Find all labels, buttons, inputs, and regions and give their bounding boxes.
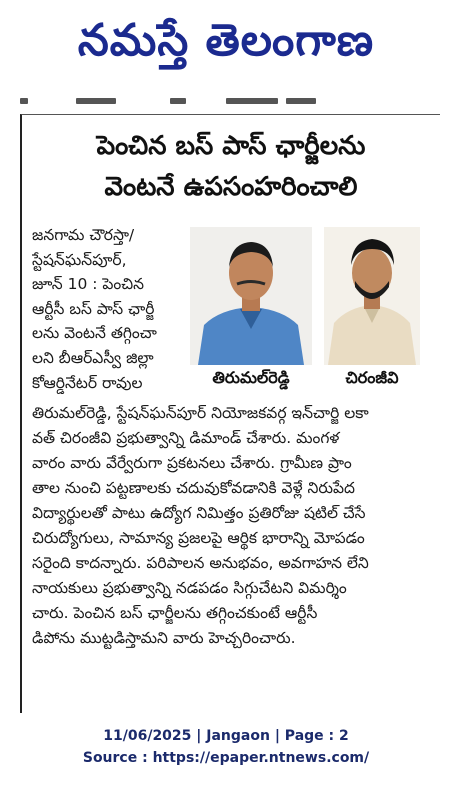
body-line: డిపోను ముట్టడిస్తామని వారు హెచ్చరించారు. [32,629,296,647]
footer-date-edition-page: 11/06/2025 | Jangaon | Page : 2 [103,728,349,744]
photo-thirumal-reddy [190,227,312,365]
masthead [0,0,452,92]
intro-line: జూన్ 10 : పెంచిన [32,275,145,294]
intro-line: ఆర్టీసీ బస్ పాస్ ఛార్జీ [32,299,155,318]
headline-line-2: వెంటనే ఉపసంహరించాలి [104,172,358,202]
body-line: వారం వారు వేర్వేరుగా ప్రకటనలు చేశారు. గ్రామీణ ప్రాం [32,454,352,472]
intro-line: లని బీఆర్‌ఎస్వీ జిల్లా [32,348,154,367]
body-line: చిరుద్యోగులు, సామాన్య ప్రజలపై ఆర్థిక భారాన్ని మోపడం [32,529,365,547]
body-line: విద్యార్థులతో పాటు ఉద్యోగ నిమిత్తం ప్రతిరోజు షటిల్ చేసే [32,504,366,522]
clipped-text-strip [20,98,425,106]
photo-caption-right: చిరంజీవి [345,367,399,387]
article-body [32,401,434,651]
body-line: వత్ చిరంజీవి ప్రభుత్వాన్ని డిమాండ్ చేశారు. మంగళ [32,429,340,447]
article [20,114,440,713]
intro-line: స్టేషన్‌ఘన్‌పూర్, [32,250,127,269]
intro-line: జనగామ చౌరస్తా/ [32,226,135,244]
intro-line: లను వెంటనే తగ్గించా [32,324,157,343]
intro-column [32,223,182,395]
body-line: తాల నుంచి పట్టణాలకు చదువుకోవడానికి వెళ్లే నిరుపేద [32,479,355,497]
headline-line-1: పెంచిన బస్ పాస్ ఛార్జీలను [96,131,366,161]
photo-chiranjeevi [324,227,420,365]
body-line: తిరుమల్‌రెడ్డి, స్టేషన్‌ఘన్‌పూర్ నియోజకవర్గ ఇన్‌చార్జి లకా [32,404,369,422]
body-line: నాయకులు ప్రభుత్వాన్ని నడపడం సిగ్గుచేటని విమర్శిం [32,579,347,597]
photo-caption-left: తిరుమల్‌రెడ్డి [212,367,290,387]
body-line: చారు. పెంచిన బస్ ఛార్జీలను తగ్గించకుంటే ఆర్టీసీ [32,604,318,622]
intro-line: కోఆర్డినేటర్ రావుల [32,373,143,392]
newspaper-title: నమస్తే తెలంగాణ [77,15,375,66]
footer-source-link[interactable]: Source : https://epaper.ntnews.com/ [82,750,370,766]
body-line: సరైంది కాదన్నారు. పరిపాలన అనుభవం, అవగాహన లేని [32,554,369,572]
